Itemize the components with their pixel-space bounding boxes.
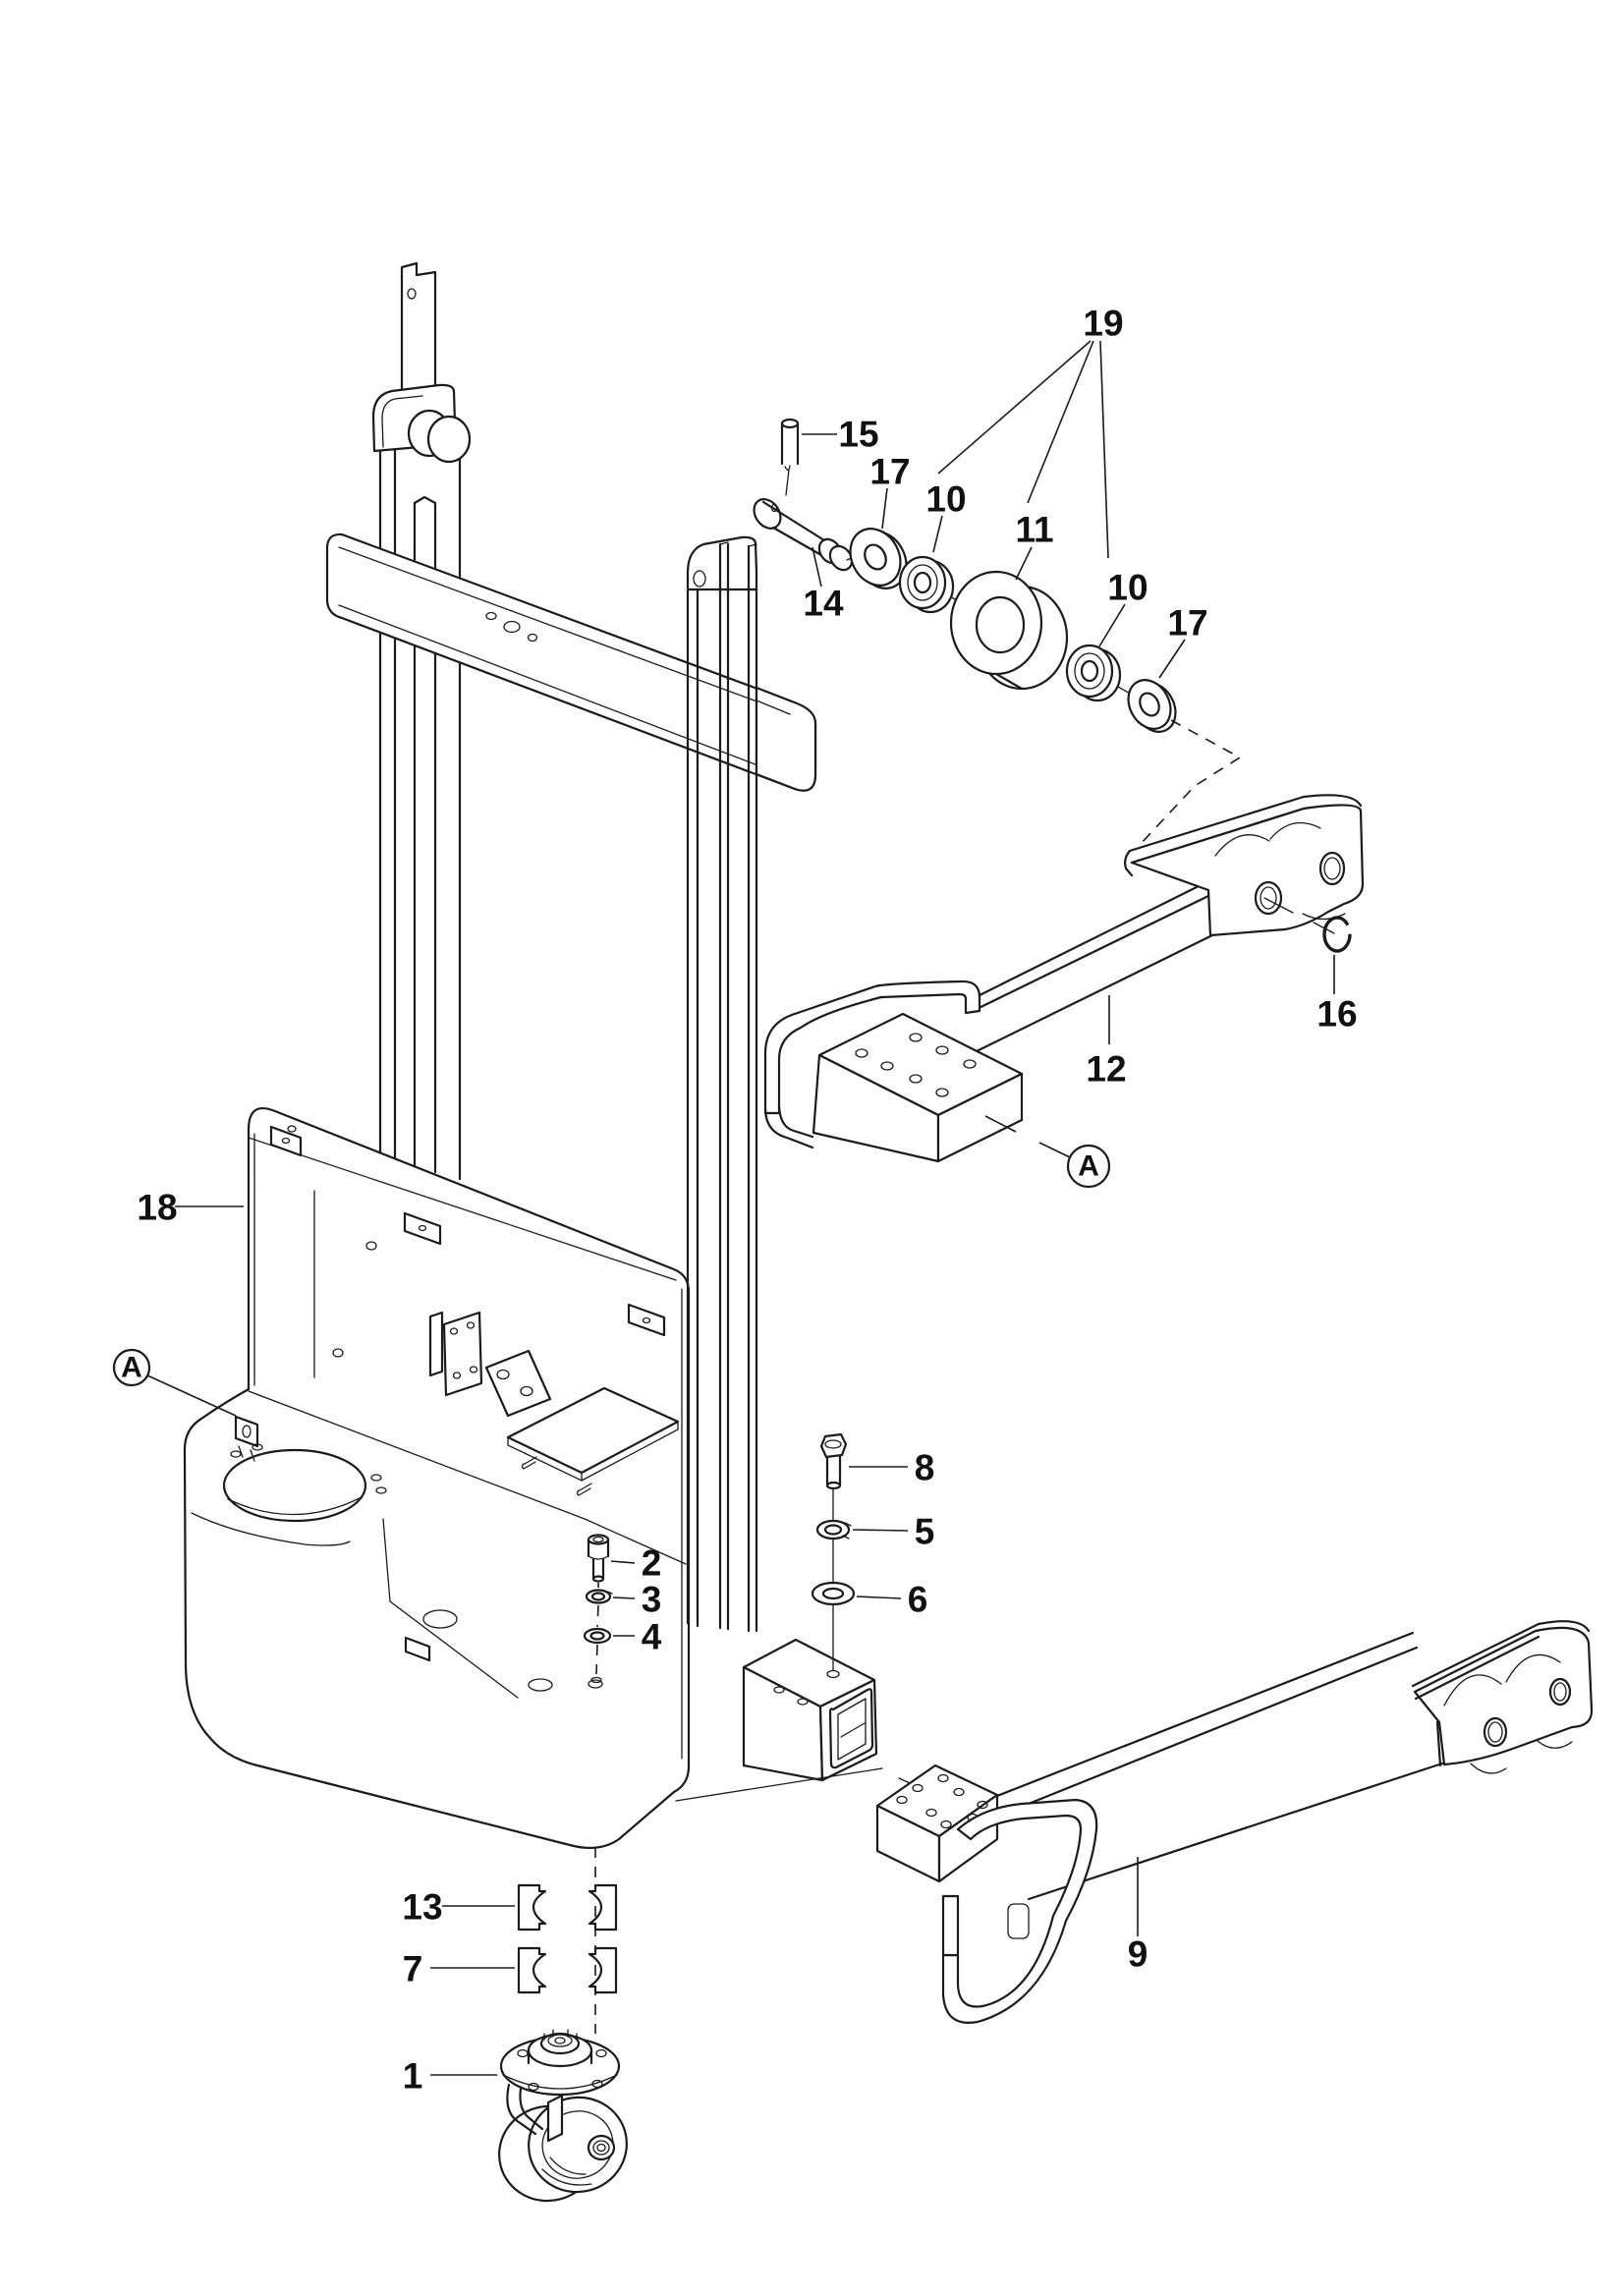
- callout-label-10: 10: [925, 478, 967, 520]
- callout-part-18: [137, 1188, 244, 1228]
- callout-leader: [882, 488, 887, 529]
- callout-label-16: 16: [1316, 993, 1358, 1035]
- fork9-beam: [997, 1633, 1442, 1899]
- callout-label-A: A: [1078, 1149, 1099, 1183]
- chassis-outline: [185, 1108, 689, 1848]
- callout-part-17b: [1159, 603, 1208, 679]
- callout-part-16: [1316, 955, 1357, 1035]
- callout-leader: [1100, 341, 1108, 558]
- callout-label-6: 6: [907, 1579, 928, 1620]
- callout-label-12: 12: [1086, 1048, 1127, 1090]
- fork9-guard-foot: [943, 1896, 958, 1955]
- callout-label-17: 17: [869, 451, 911, 492]
- callout-part-10a: [925, 479, 966, 553]
- callout-label-4: 4: [641, 1616, 662, 1657]
- crossbar-right-cap: [756, 688, 815, 791]
- callout-part-13: [402, 1887, 515, 1928]
- flat-washer-4: [585, 1629, 610, 1643]
- fork12-beam: [971, 880, 1216, 1051]
- bolt-8-set: [812, 1434, 854, 1670]
- lock-washer-3: [587, 1591, 612, 1603]
- bearing-10-rear: [1067, 645, 1120, 700]
- callout-label-9: 9: [1127, 1933, 1148, 1975]
- inner-rail-top: [415, 497, 435, 503]
- callout-label-15: 15: [838, 414, 879, 455]
- callout-leader: [613, 1597, 635, 1598]
- pin-15: [782, 420, 798, 495]
- hex-bolt-8: [821, 1434, 846, 1488]
- left-rail-lines: [380, 416, 460, 1179]
- right-rail-top-cap: [688, 537, 756, 589]
- callout-part-5: [853, 1512, 934, 1552]
- load-roller-assembly: [749, 420, 1240, 845]
- callout-label-A: A: [121, 1351, 142, 1384]
- post-hole: [408, 289, 416, 299]
- callout-leader: [853, 1530, 908, 1531]
- callout-part-9: [1128, 1857, 1148, 1975]
- callout-leader: [933, 516, 942, 552]
- callout-leader: [147, 1375, 236, 1416]
- callout-leader: [1016, 547, 1032, 580]
- callout-label-5: 5: [914, 1511, 935, 1552]
- callout-label-1: 1: [402, 2055, 423, 2097]
- caster-plate: [501, 2030, 619, 2095]
- callout-part-12: [1086, 995, 1126, 1090]
- callout-leader: [857, 1596, 901, 1598]
- callout-part-1: [403, 2056, 497, 2097]
- bearing-10-front: [900, 557, 953, 612]
- callout-part-7: [403, 1949, 515, 1989]
- callout-leader: [1099, 604, 1125, 646]
- callout-part-17a: [869, 452, 910, 530]
- fork-arm-12: [765, 795, 1363, 1161]
- fork-arm-9: [877, 1621, 1592, 2023]
- callout-label-10: 10: [1107, 567, 1148, 608]
- callout-leader: [1028, 341, 1093, 503]
- callout-part-11: [1015, 510, 1053, 581]
- axle-14: [749, 494, 857, 574]
- mast-roller-front: [428, 417, 470, 462]
- callout-part-10b: [1099, 568, 1148, 647]
- callout-leader: [938, 341, 1091, 474]
- callout-label-7: 7: [402, 1948, 423, 1989]
- fork9-guard-slot: [1008, 1904, 1029, 1938]
- shim-pair-7: [519, 1948, 616, 1992]
- callout-label-11: 11: [1015, 509, 1054, 550]
- callout-label-13: 13: [402, 1886, 443, 1928]
- callout-leader: [1159, 640, 1185, 678]
- callout-leader: [1039, 1143, 1070, 1157]
- callout-label-2: 2: [641, 1542, 662, 1584]
- mast-socket-block: [744, 1640, 876, 1780]
- callout-label-8: 8: [914, 1447, 935, 1488]
- callout-label-3: 3: [641, 1579, 662, 1620]
- callout-label-19: 19: [1083, 303, 1124, 344]
- callout-part-8: [849, 1448, 934, 1488]
- mast-left-rail: [373, 263, 470, 1179]
- flat-washer-6: [812, 1583, 854, 1604]
- mast-top-post: [402, 263, 435, 390]
- lock-washer-5: [817, 1521, 851, 1539]
- chassis-body-18: [185, 1108, 689, 1848]
- callout-label-17: 17: [1167, 602, 1208, 644]
- fork9-guard: [943, 1800, 1096, 2023]
- caster-1: [488, 2030, 637, 2212]
- assembly-axis-dashed: [1140, 720, 1240, 845]
- callout-detail-a-left: [114, 1350, 236, 1416]
- shim-pair-13: [519, 1885, 616, 1930]
- callout-part-6: [857, 1580, 927, 1620]
- callout-part-15: [802, 415, 879, 455]
- washer-17-rear: [1120, 673, 1184, 740]
- callout-label-14: 14: [803, 583, 844, 624]
- callout-label-18: 18: [137, 1187, 178, 1228]
- roller-11: [951, 572, 1067, 689]
